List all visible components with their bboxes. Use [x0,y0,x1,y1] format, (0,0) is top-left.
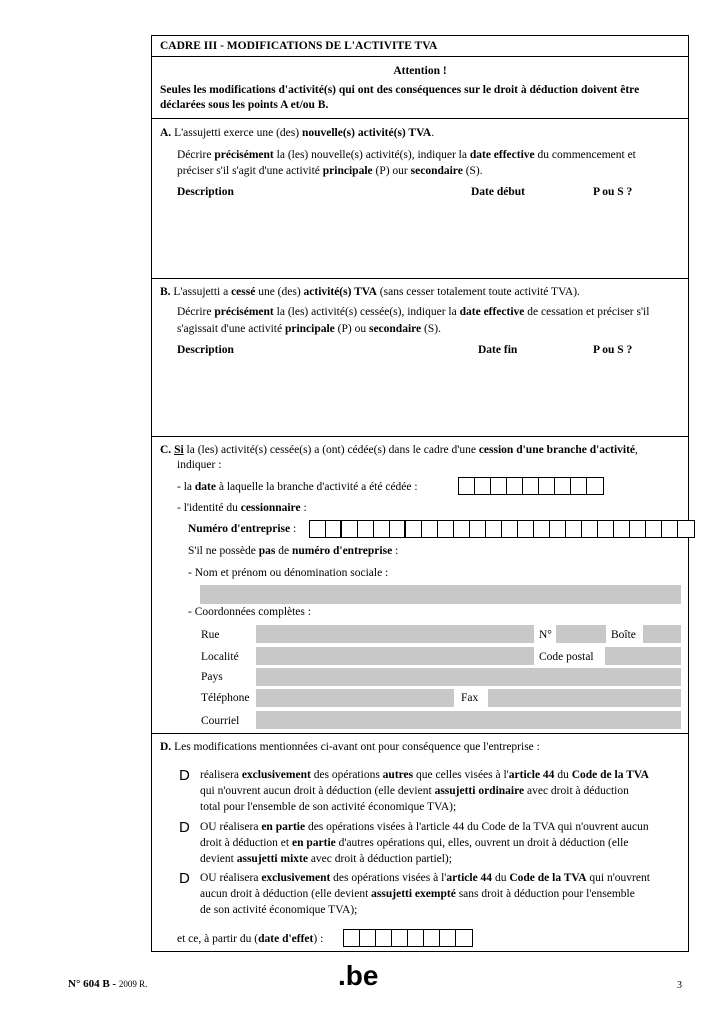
text: assujetti mixte [236,853,308,865]
text: s'agissait d'une activité [177,323,285,335]
text: préciser s'il s'agit d'une activité [177,165,323,177]
text: aucun droit à déduction (elle devient [200,888,372,900]
be-logo: .be [338,960,379,991]
section-b-desc-2 [177,323,441,335]
divider [152,436,688,437]
option-ordinaire-line-2 [200,785,629,797]
telephone-field[interactable] [256,689,454,707]
text: la (les) activité(s) cessée(s) a (ont) cédée(s) dans le cadre d'une [183,444,479,456]
cadre-iii-frame [151,35,689,952]
attention-heading: Attention ! [393,65,447,77]
text: L'assujetti exerce une (des) [174,127,302,139]
text: du commencement et [534,149,636,161]
courriel-field[interactable] [256,711,681,729]
text: de [275,545,292,557]
option-exempte-checkbox[interactable]: D [179,870,190,887]
date-effet-label [177,933,323,945]
text: OU réalisera [200,872,262,884]
notice-line-1: Seules les modifications d'activité(s) qui ont des conséquences sur le droit à déduction doivent être [160,84,640,96]
text: la (les) nouvelle(s) activité(s), indiquer la [273,149,470,161]
text: des opérations visées à l'article 44 du Code de la TVA qui n'ouvrent aucun [305,821,649,833]
text: secondaire [368,323,422,335]
option-ordinaire-line-1 [200,769,649,781]
section-c-line-2: indiquer : [177,459,222,471]
text: principale [322,165,373,177]
text: précisément [214,149,274,161]
section-c-letter: C. [160,444,172,456]
text: numéro d'entreprise [291,545,393,557]
text: réalisera [200,769,242,781]
text: Code de la TVA [509,872,587,884]
text: S'il ne possède [188,545,259,557]
section-b-desc-1 [177,306,649,318]
text: . [431,127,435,139]
boite-field[interactable] [643,625,681,643]
text: droit à déduction et [200,837,292,849]
text: Décrire [177,149,215,161]
text: de cessation et préciser s'il [524,306,650,318]
text: devient [200,853,237,865]
notice-line-2: déclarées sous les points A et/ou B. [160,99,329,111]
text: assujetti ordinaire [434,785,525,797]
text: Numéro d'entreprise [188,523,291,535]
text: (S). [421,323,441,335]
text: ) : [313,933,324,945]
nom-label: - Nom et prénom ou dénomination sociale : [188,567,389,579]
option-exempte-line-3: de son activité économique TVA); [200,904,358,916]
text: secondaire [410,165,463,177]
text: assujetti exempté [371,888,456,900]
text: OU réalisera [200,821,262,833]
text: cessé [231,286,256,298]
text: précisément [214,306,274,318]
text: des opérations visées à l' [330,872,447,884]
text: principale [284,323,335,335]
text: d'autres opérations qui, elles, ouvrent un droit à déduction (elle [335,837,629,849]
text: exclusivement [241,769,311,781]
text: en partie [261,821,306,833]
numero-entreprise-label [188,523,296,535]
section-a-desc-2 [177,165,483,177]
option-ordinaire-line-3: total pour l'ensemble de son activité économique TVA); [200,801,457,813]
divider [152,278,688,279]
footer-form-number [68,978,147,990]
section-a-col-date: Date début [471,186,525,198]
telephone-label: Téléphone [201,692,250,704]
section-b-col-ps: P ou S ? [593,344,633,356]
text: nouvelle(s) activité(s) TVA [301,127,432,139]
numero-label: N° [539,629,552,641]
page-number: 3 [677,980,682,991]
section-d-letter: D. [160,741,172,753]
section-c-line-1 [160,444,638,456]
text: article 44 [446,872,493,884]
frame-title: CADRE III - MODIFICATIONS DE L'ACTIVITE TVA [160,40,438,52]
divider [152,733,688,734]
text: cessionnaire [240,502,301,514]
text: : [300,502,307,514]
text: qui n'ouvrent aucun droit à déduction (elle devient [200,785,435,797]
text: N° 604 B - [68,978,117,990]
section-a-letter: A. [160,127,172,139]
text: une (des) [255,286,304,298]
text: date effective [469,149,535,161]
text: activité(s) TVA [303,286,377,298]
text: que celles visées à l' [413,769,509,781]
text: 2009 R. [118,979,148,989]
section-b-col-description: Description [177,344,234,356]
date-effet-boxes[interactable] [343,929,473,947]
text: cession d'une branche d'activité [478,444,636,456]
pays-label: Pays [201,671,223,683]
section-b-line-1 [160,286,580,298]
code-postal-field[interactable] [605,647,681,665]
option-exempte-line-1 [200,872,650,884]
text: Code de la TVA [571,769,649,781]
section-b-col-date: Date fin [478,344,518,356]
boite-label: Boîte [611,629,636,641]
text: (P) ou [334,323,369,335]
text: et ce, à partir du ( [177,933,259,945]
rue-field[interactable] [256,625,534,643]
option-ordinaire-checkbox[interactable]: D [179,767,190,784]
option-mixte-line-3 [200,853,452,865]
code-postal-label: Code postal [539,651,594,663]
fax-label: Fax [461,692,479,704]
text: à laquelle la branche d'activité a été cédée : [215,481,418,493]
text: sans droit à déduction pour l'ensemble [455,888,635,900]
text: en partie [291,837,336,849]
numero-entreprise-boxes[interactable] [309,520,695,538]
numero-field[interactable] [556,625,606,643]
text: avec droit à déduction partiel); [307,853,452,865]
cession-date-boxes[interactable] [458,477,604,495]
section-a-col-description: Description [177,186,234,198]
section-a-line-1 [160,127,434,139]
option-mixte-checkbox[interactable]: D [179,819,190,836]
text: date [194,481,216,493]
text: du [492,872,510,884]
section-c-date-label [177,481,418,493]
text: exclusivement [261,872,331,884]
text: avec droit à déduction [524,785,629,797]
text: (sans cesser totalement toute activité TVA). [376,286,580,298]
text: pas [258,545,276,557]
text: des opérations [310,769,383,781]
section-c-ident-label [177,502,307,514]
text: article 44 [508,769,555,781]
divider [152,56,688,57]
text: date effective [459,306,525,318]
text: (S). [462,165,483,177]
text: du [554,769,572,781]
localite-label: Localité [201,651,239,663]
section-c-no-number [188,545,398,557]
rue-label: Rue [201,629,220,641]
text: Les modifications mentionnées ci-avant ont pour conséquence que l'entreprise : [174,741,540,753]
courriel-label: Courriel [201,715,240,727]
text: qui n'ouvrent [586,872,650,884]
option-mixte-line-1 [200,821,649,833]
section-d-intro [160,741,540,753]
text: autres [382,769,414,781]
text: - l'identité du [177,502,241,514]
text: date d'effet [258,933,314,945]
section-a-desc-1 [177,149,636,161]
pays-field[interactable] [256,668,681,686]
fax-field[interactable] [488,689,681,707]
text: : [290,523,297,535]
localite-field[interactable] [256,647,534,665]
text: Décrire [177,306,215,318]
text: la (les) activité(s) cessée(s), indiquer la [273,306,460,318]
text: : [392,545,399,557]
option-exempte-line-2 [200,888,635,900]
text: L'assujetti a [173,286,232,298]
section-a-col-ps: P ou S ? [593,186,633,198]
option-mixte-line-2 [200,837,628,849]
nom-field[interactable] [200,585,681,604]
divider [152,118,688,119]
text: - la [177,481,195,493]
text: Si [174,444,184,456]
text: , [635,444,638,456]
coord-label: - Coordonnées complètes : [188,606,311,618]
text: (P) our [372,165,411,177]
section-b-letter: B. [160,286,171,298]
